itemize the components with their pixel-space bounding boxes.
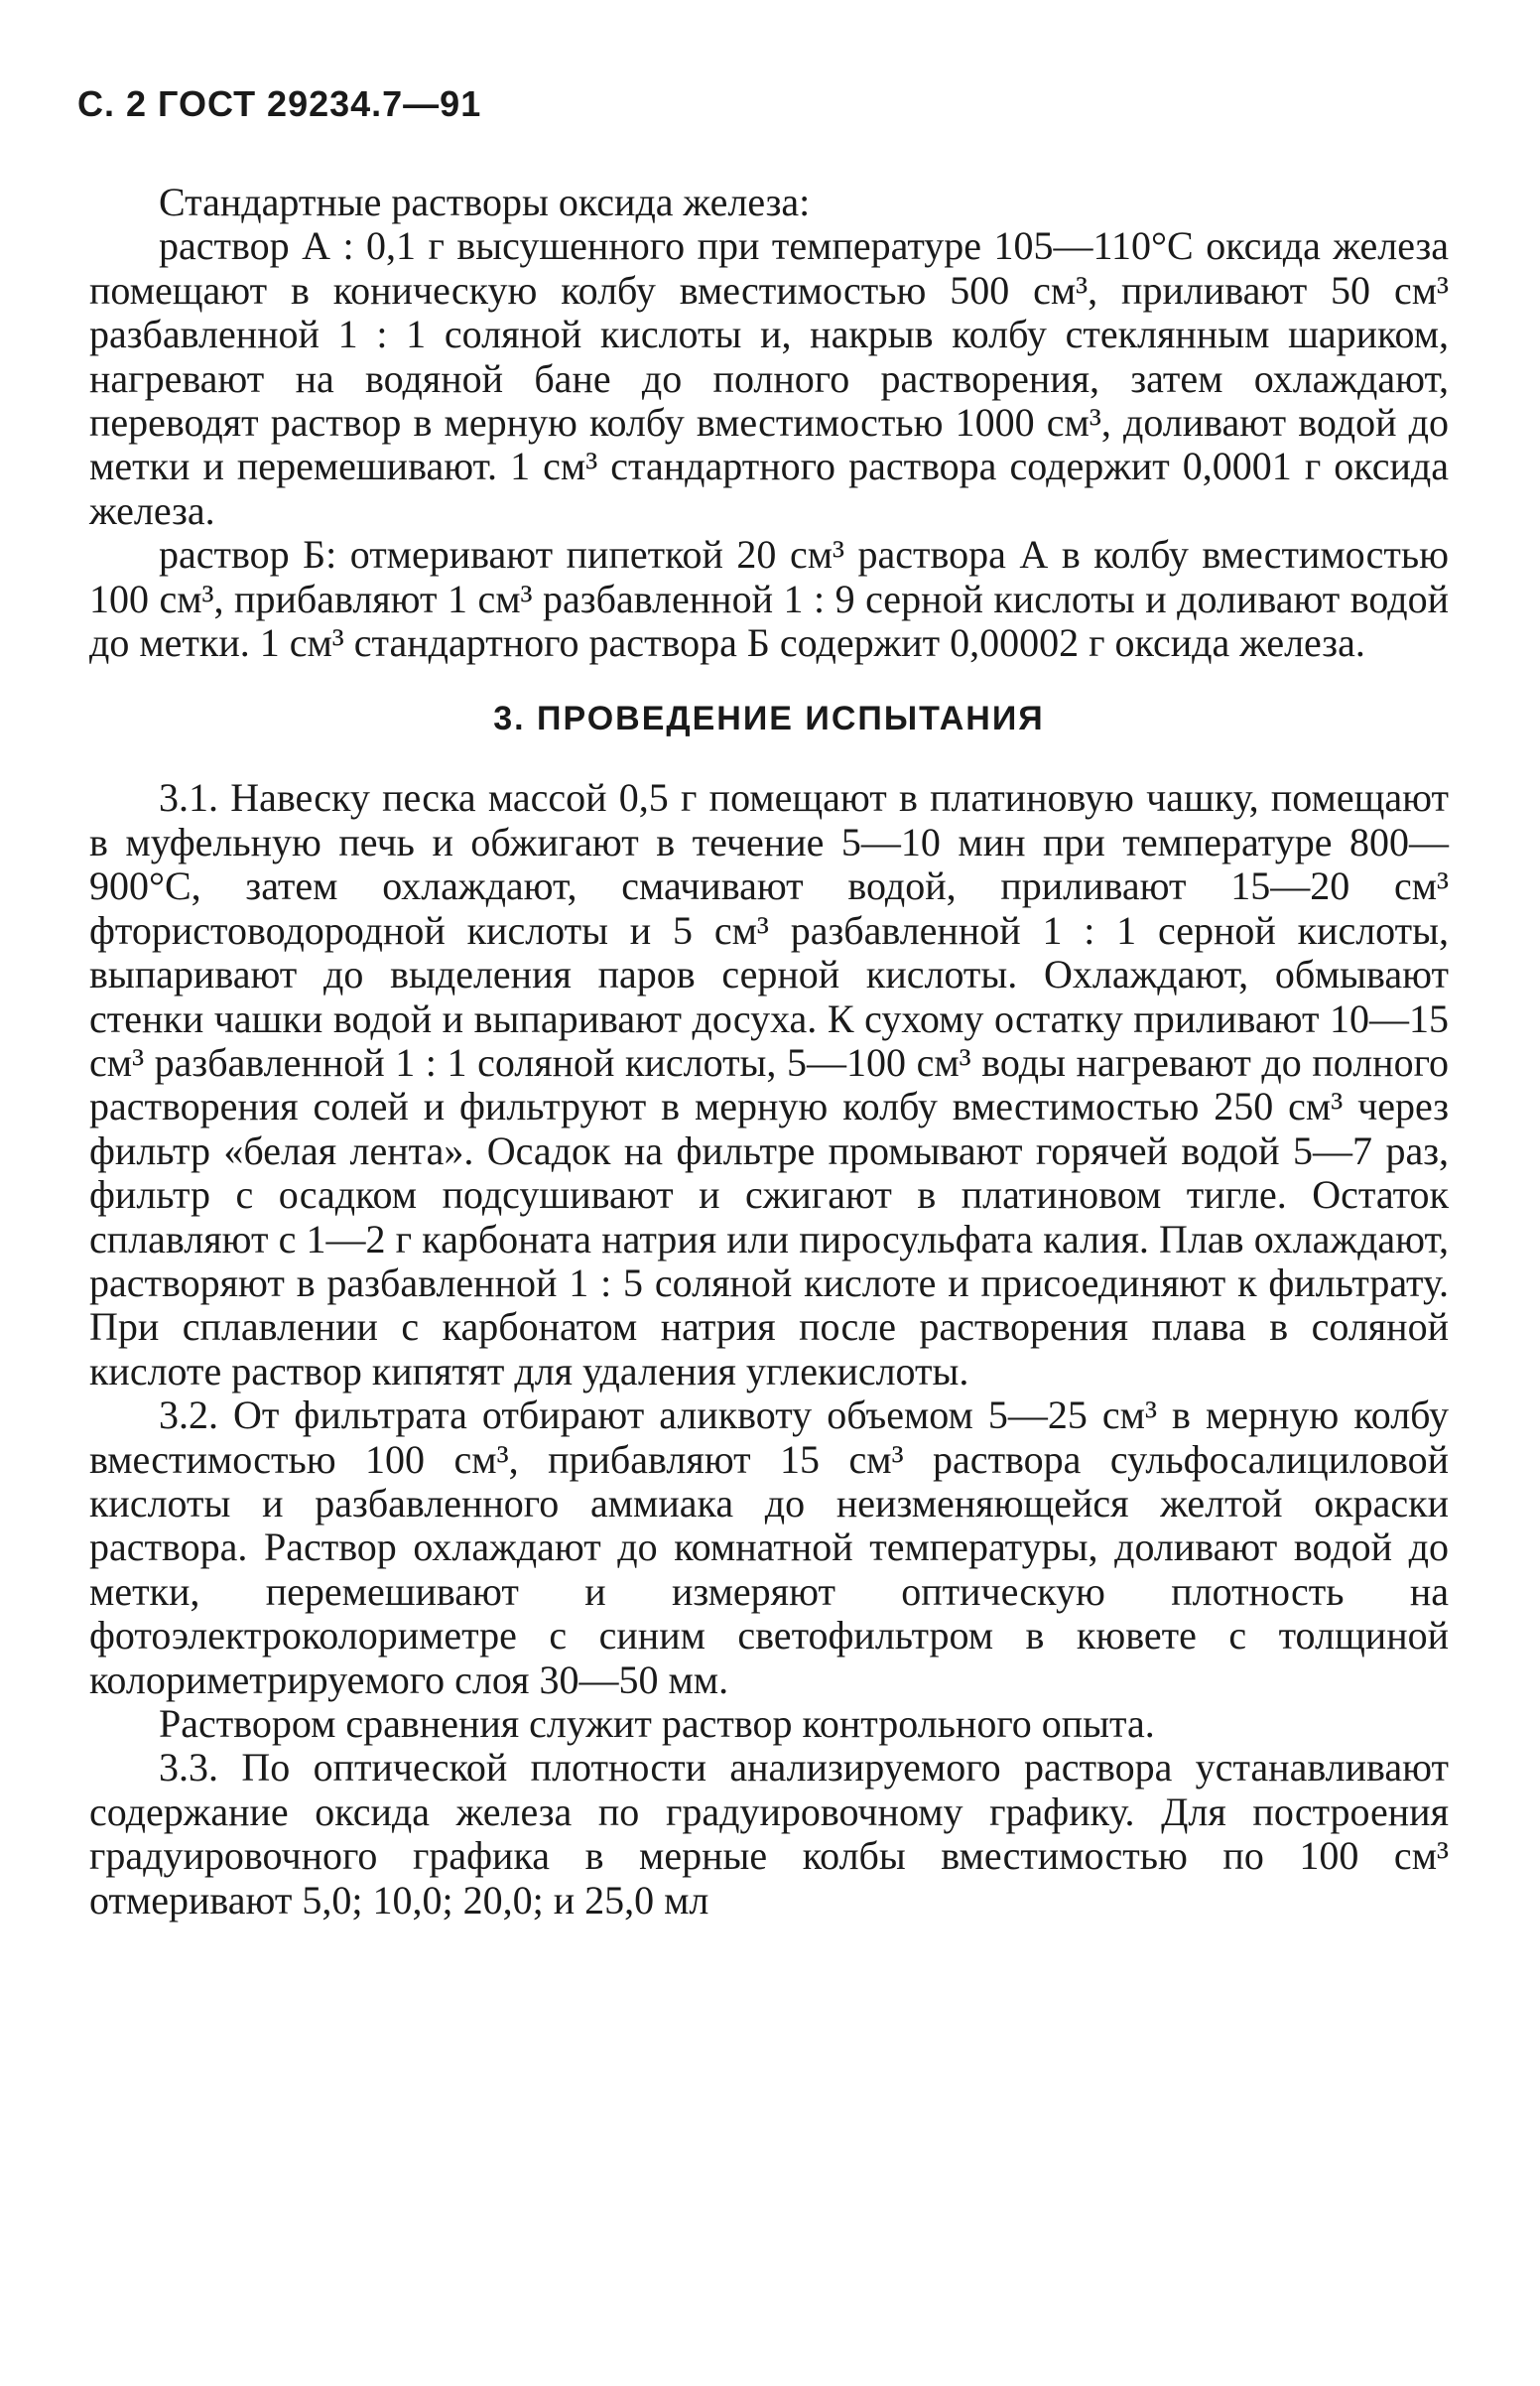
solution-b-paragraph: раствор Б: отмеривают пипеткой 20 см³ раствора А в колбу вместимостью 100 см³, прибавляют 1 см³ разбавленной 1 : 9 серной кислоты и доливают водой до метки. 1 см³ стандартного раствора Б содержит 0,00002 г оксида железа. <box>89 532 1449 666</box>
paragraph-3-3: 3.3. По оптической плотности анализируемого раствора устанавливают содержание оксида железа по градуировочному графику. Для построения градуировочного графика в мерные колбы вместимостью по 100 см³ отмеривают 5,0; 10,0; 20,0; и 25,0 мл <box>89 1745 1449 1922</box>
reference-solution-note: Раствором сравнения служит раствор контрольного опыта. <box>159 1701 1155 1746</box>
running-head: С. 2 ГОСТ 29234.7—91 <box>77 83 482 124</box>
paragraph-3-1: 3.1. Навеску песка массой 0,5 г помещают в платиновую чашку, помещают в муфельную печь и обжигают в течение 5—10 мин при температуре 800—900°С, затем охлаждают, смачивают водой, приливают 15—20 см³ фтористоводородной кислоты и 5 см³ разбавленной 1 : 1 серной кислоты, выпаривают до выделения паров серной кислоты. Охлаждают, обмывают стенки чашки водой и выпаривают досуха. К сухому остатку приливают 10—15 см³ разбавленной 1 : 1 соляной кислоты, 5—100 см³ воды нагревают до полного растворения солей и фильтруют в мерную колбу вместимостью 250 см³ через фильтр «белая лента». Осадок на фильтре промывают горячей водой 5—7 раз, фильтр с осадком подсушивают и сжигают в платиновом тигле. Остаток сплавляют с 1—2 г карбоната натрия или пиросульфата калия. Плав охлаждают, растворяют в разбавленной 1 : 5 соляной кислоте и присоединяют к фильтрату. При сплавлении с карбонатом натрия после растворения плава в соляной кислоте раствор кипятят для удаления углекислоты. <box>89 775 1449 1393</box>
standard-solutions-intro: Стандартные растворы оксида железа: <box>159 180 811 224</box>
solution-a-paragraph: раствор А : 0,1 г высушенного при температуре 105—110°С оксида железа помещают в коническую колбу вместимостью 500 см³, приливают 50 см³ разбавленной 1 : 1 соляной кислоты и, накрыв колбу стеклянным шариком, нагревают на водяной бане до полного растворения, затем охлаждают, переводят раствор в мерную колбу вместимостью 1000 см³, доливают водой до метки и перемешивают. 1 см³ стандартного раствора содержит 0,0001 г оксида железа. <box>89 223 1449 533</box>
document-body <box>89 181 1449 1922</box>
section-heading: 3. ПРОВЕДЕНИЕ ИСПЫТАНИЯ <box>493 700 1045 738</box>
paragraph-3-2: 3.2. От фильтрата отбирают аликвоту объемом 5—25 см³ в мерную колбу вместимостью 100 см³, прибавляют 15 см³ раствора сульфосалициловой кислоты и разбавленного аммиака до неизменяющейся желтой окраски раствора. Раствор охлаждают до комнатной температуры, доливают водой до метки, перемешивают и измеряют оптическую плотность на фотоэлектроколориметре с синим светофильтром в кювете с толщиной колориметрируемого слоя 30—50 мм. <box>89 1392 1449 1702</box>
